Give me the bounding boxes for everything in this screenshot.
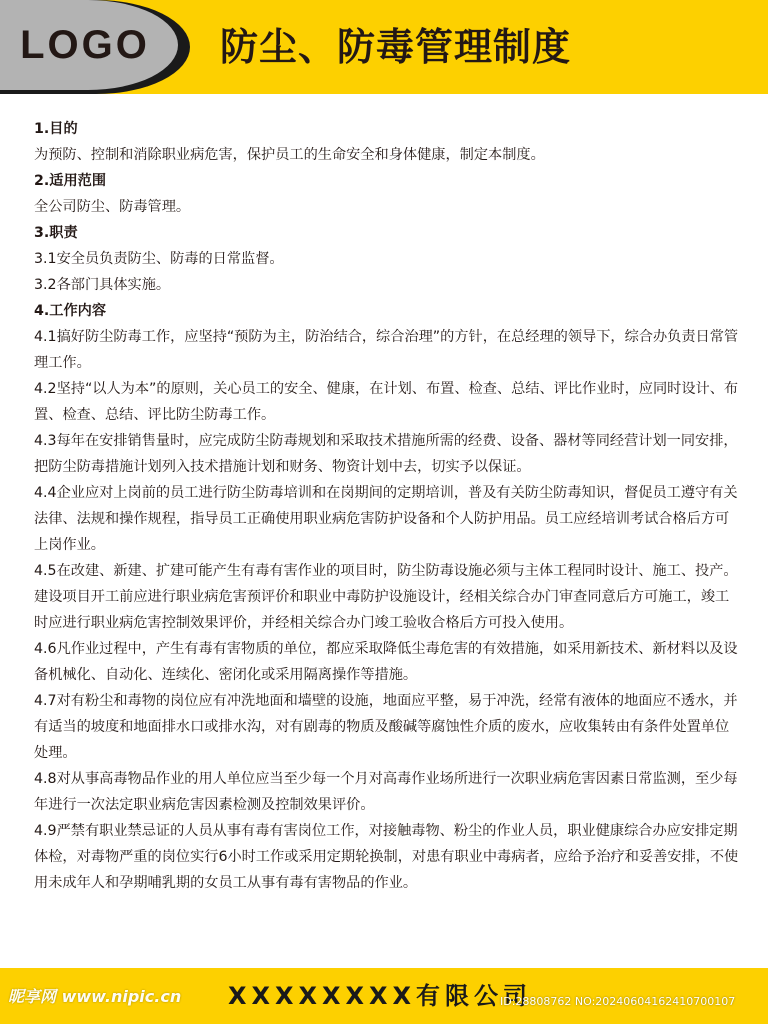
section-paragraph: 3.1安全员负责防尘、防毒的日常监督。 — [34, 251, 284, 267]
page-title: 防尘、防毒管理制度 — [220, 25, 572, 69]
section-paragraph: 4.2坚持“以人为本”的原则，关心员工的安全、健康，在计划、布置、检查、总结、评比作业时，应同时设计、布置、检查、总结、评比防尘防毒工作。 — [34, 381, 739, 423]
section-heading: 4.工作内容 — [34, 303, 107, 319]
section-paragraph: 全公司防尘、防毒管理。 — [34, 199, 191, 215]
section-heading: 2.适用范围 — [34, 173, 107, 189]
section-paragraph: 4.3每年在安排销售量时，应完成防尘防毒规划和采取技术措施所需的经费、设备、器材等同经营计划一同安排，把防尘防毒措施计划列入技术措施计划和财务、物资计划中去，切实予以保证。 — [34, 433, 738, 475]
logo-badge — [0, 0, 190, 94]
section-paragraph: 4.9严禁有职业禁忌证的人员从事有毒有害岗位工作，对接触毒物、粉尘的作业人员，职业健康综合办应安排定期体检，对毒物严重的岗位实行6小时工作或采用定期轮换制，对患有职业中毒病者，应给予治疗和妥善安排，不使用未成年人和孕期哺乳期的女员工从事有毒有害物品的作业。 — [34, 823, 739, 891]
section-paragraph: 4.1搞好防尘防毒工作，应坚持“预防为主，防治结合，综合治理”的方针，在总经理的领导下，综合办负责日常管理工作。 — [34, 329, 739, 371]
section-heading: 1.目的 — [34, 121, 78, 137]
company-name: XXXXXXXX有限公司 — [228, 982, 533, 1010]
watermark-site: 昵享网 www.nipic.cn — [8, 987, 182, 1006]
section-paragraph: 4.5在改建、新建、扩建可能产生有毒有害作业的项目时，防尘防毒设施必须与主体工程同时设计、施工、投产。建设项目开工前应进行职业病危害预评价和职业中毒防护设施设计，经相关综合办门审查同意后方可施工，竣工时应进行职业病危害控制效果评价，并经相关综合办门竣工验收合格后方可投入使用。 — [34, 563, 738, 631]
header-band — [0, 0, 768, 94]
section-paragraph: 4.7对有粉尘和毒物的岗位应有冲洗地面和墙壁的设施，地面应平整，易于冲洗，经常有液体的地面应不透水，并有适当的坡度和地面排水口或排水沟，对有剧毒的物质及酸碱等腐蚀性介质的废水，应收集转由有条件处置单位处理。 — [34, 693, 738, 761]
section-heading: 3.职责 — [34, 225, 78, 241]
logo-inner — [0, 0, 178, 90]
section-paragraph: 为预防、控制和消除职业病危害，保护员工的生命安全和身体健康，制定本制度。 — [34, 147, 545, 163]
regulation-body — [34, 116, 740, 896]
section-paragraph: 4.4企业应对上岗前的员工进行防尘防毒培训和在岗期间的定期培训，普及有关防尘防毒知识，督促员工遵守有关法律、法规和操作规程，指导员工正确使用职业病危害防护设备和个人防护用品。员工应经培训考试合格后方可上岗作业。 — [34, 485, 738, 553]
logo-text: LOGO — [20, 22, 150, 67]
section-paragraph: 4.8对从事高毒物品作业的用人单位应当至少每一个月对高毒作业场所进行一次职业病危害因素日常监测，至少每年进行一次法定职业病危害因素检测及控制效果评价。 — [34, 771, 738, 813]
section-paragraph: 4.6凡作业过程中，产生有毒有害物质的单位，都应采取降低尘毒危害的有效措施，如采用新技术、新材料以及设备机械化、自动化、连续化、密闭化或采用隔离操作等措施。 — [34, 641, 738, 683]
section-paragraph: 3.2各部门具体实施。 — [34, 277, 171, 293]
watermark-id: ID:28808762 NO:20240604162410700107 — [500, 995, 736, 1008]
footer-band — [0, 968, 768, 1024]
